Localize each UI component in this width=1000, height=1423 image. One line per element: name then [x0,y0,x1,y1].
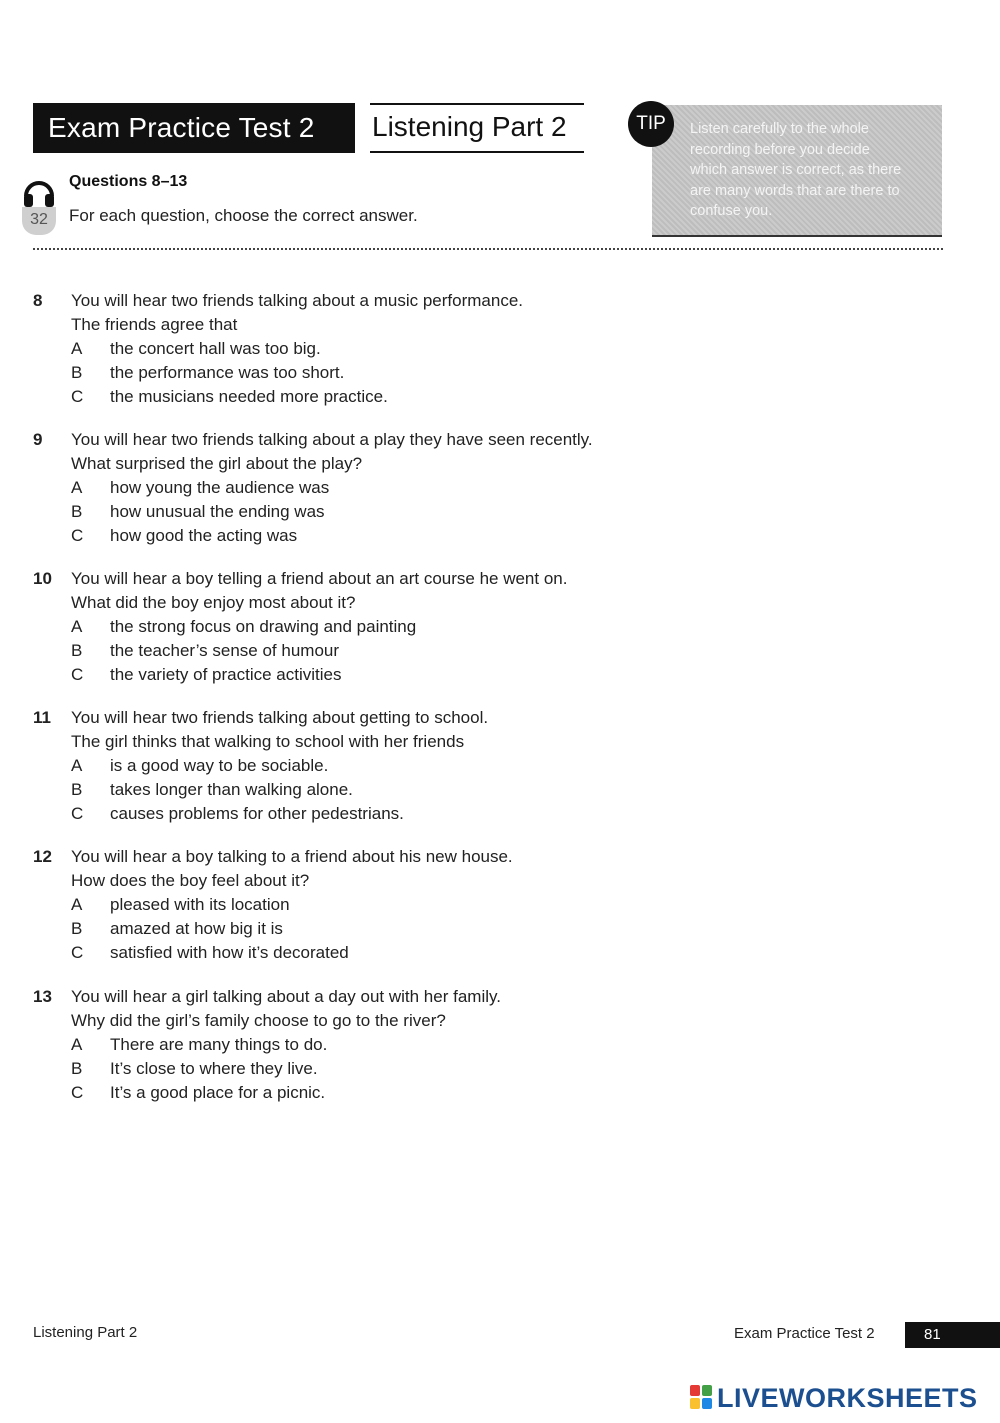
option-text[interactable]: the musicians needed more practice. [110,387,388,406]
option-text[interactable]: how unusual the ending was [110,502,325,521]
option-text[interactable]: It’s close to where they live. [110,1059,318,1078]
question-number: 9 [33,430,43,449]
question-prompt: How does the boy feel about it? [71,871,310,890]
question-context: You will hear a boy talking to a friend about his new house. [71,847,513,866]
option-letter: A [71,339,83,358]
question-number: 8 [33,291,43,310]
section-title: Listening Part 2 [370,103,584,153]
question-number: 11 [33,708,51,727]
option-letter: A [71,478,83,497]
option-text[interactable]: the concert hall was too big. [110,339,321,358]
liveworksheets-logo[interactable] [690,1381,978,1415]
question-range: Questions 8–13 [69,173,188,190]
page-number: 81 [905,1322,1000,1348]
tip-box [652,105,942,237]
question-number: 13 [33,987,52,1006]
question-number: 12 [33,847,52,866]
tip-line: confuse you. [690,203,773,219]
question-prompt: What surprised the girl about the play? [71,454,363,473]
option-letter: C [71,526,84,545]
tip-badge: TIP [628,101,674,147]
question-context: You will hear a boy telling a friend about an art course he went on. [71,569,568,588]
option-text[interactable]: the strong focus on drawing and painting [110,617,417,636]
question-prompt: What did the boy enjoy most about it? [71,593,356,612]
question-context: You will hear two friends talking about a music performance. [71,291,523,310]
option-letter: A [71,617,83,636]
question-prompt: The friends agree that [71,315,238,334]
footer-section-label: Listening Part 2 [33,1324,138,1341]
question-prompt: The girl thinks that walking to school with her friends [71,732,465,751]
option-letter: C [71,387,84,406]
question-prompt: Why did the girl’s family choose to go to the river? [71,1011,446,1030]
question-context: You will hear two friends talking about getting to school. [71,708,489,727]
option-letter: C [71,804,84,823]
option-letter: C [71,665,84,684]
option-text[interactable]: how good the acting was [110,526,298,545]
option-text[interactable]: satisfied with how it’s decorated [110,943,349,962]
tip-line: are many words that are there to [690,182,900,199]
divider [33,248,943,250]
question-number: 10 [33,569,52,588]
tip-line: Listen carefully to the whole [690,121,869,137]
tip-line: recording before you decide [690,141,870,158]
option-text[interactable]: how young the audience was [110,478,330,497]
liveworksheets-mark-icon [690,1385,714,1411]
option-letter: B [71,780,83,799]
option-text[interactable]: the teacher’s sense of humour [110,641,340,660]
page-title: Exam Practice Test 2 [33,103,355,153]
option-text[interactable]: the variety of practice activities [110,665,342,684]
option-text[interactable]: amazed at how big it is [110,919,283,938]
option-letter: B [71,363,83,382]
option-letter: B [71,919,83,938]
instruction: For each question, choose the correct answer. [69,206,418,225]
option-text[interactable]: There are many things to do. [110,1035,328,1054]
option-text[interactable]: pleased with its location [110,895,290,914]
option-letter: B [71,1059,83,1078]
option-text[interactable]: takes longer than walking alone. [110,780,353,799]
track-number: 32 [22,207,56,235]
option-letter: B [71,641,83,660]
option-text[interactable]: causes problems for other pedestrians. [110,804,404,823]
option-letter: A [71,1035,83,1054]
option-letter: B [71,502,83,521]
option-letter: C [71,943,84,962]
tip-line: which answer is correct, as there [690,162,902,178]
option-letter: C [71,1083,84,1102]
footer-test-label: Exam Practice Test 2 [734,1325,875,1342]
option-text[interactable]: is a good way to be sociable. [110,756,329,775]
option-letter: A [71,895,83,914]
question-context: You will hear a girl talking about a day out with her family. [71,987,501,1006]
question-context: You will hear two friends talking about a play they have seen recently. [71,430,593,449]
liveworksheets-text: LIVEWORKSHEETS [717,1382,978,1413]
option-text[interactable]: It’s a good place for a picnic. [110,1083,326,1102]
option-text[interactable]: the performance was too short. [110,363,345,382]
option-letter: A [71,756,83,775]
